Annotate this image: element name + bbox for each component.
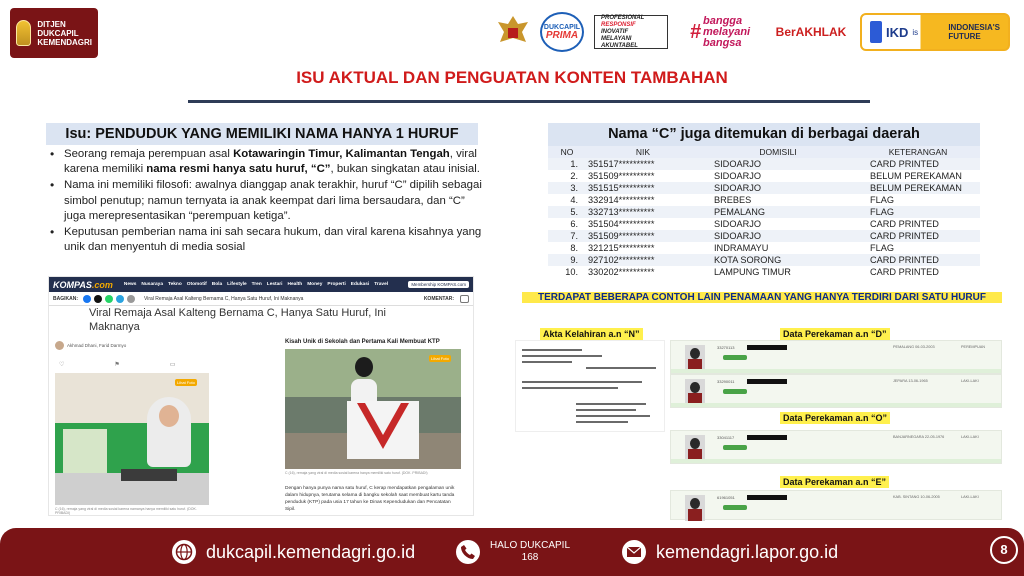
globe-icon bbox=[172, 540, 196, 564]
row-keterangan: FLAG bbox=[870, 243, 894, 253]
value-akuntabel: AKUNTABEL bbox=[601, 42, 638, 49]
row-keterangan: CARD PRINTED bbox=[856, 254, 980, 266]
comments-icon[interactable]: ▭ bbox=[169, 362, 176, 368]
bangga-line3: bangsa bbox=[703, 36, 742, 49]
record-photo bbox=[685, 435, 705, 461]
table-header-row bbox=[548, 146, 980, 158]
website-text: dukcapil.kemendagri.go.id bbox=[206, 541, 416, 562]
link-icon[interactable] bbox=[127, 295, 135, 303]
bangga-line1: bangga bbox=[703, 14, 743, 27]
kompas-nav-lifestyle[interactable]: Lifestyle bbox=[227, 282, 247, 287]
table-row bbox=[548, 254, 980, 266]
row-no: 4. bbox=[570, 195, 578, 205]
share-label: BAGIKAN: bbox=[53, 295, 78, 302]
logo-text bbox=[37, 20, 92, 47]
row-no: 5. bbox=[548, 206, 586, 218]
page-number: 8 bbox=[990, 536, 1018, 564]
record-o: 33041117 BANJARNEGARA 22-05-1976 LAKI-LAKI bbox=[670, 430, 1002, 464]
halo-line1: HALO DUKCAPIL bbox=[490, 540, 571, 551]
row-no: 6. bbox=[570, 219, 578, 229]
kompas-membership-button[interactable]: Membership KOMPAS.com bbox=[408, 281, 469, 288]
partner-logos bbox=[496, 10, 1010, 54]
ikd-is-text: is bbox=[912, 27, 919, 37]
telegram-icon[interactable] bbox=[116, 295, 124, 303]
x-icon[interactable] bbox=[94, 295, 102, 303]
berakhlak-logo bbox=[772, 26, 850, 38]
kompas-body-text: Dengan hanya punya nama satu huruf, C kerap mendapatkan pengalaman unik dalam hidupnya, terutama selama di bangku sekolah saat membuat kartu tanda penduduk (KTP) pada usia 17 tahun ke Dinas Kependudukan dan Pencatatan Sipil. bbox=[285, 486, 455, 512]
value-melayani: MELAYANI bbox=[601, 35, 632, 42]
kompas-nav-otomotif[interactable]: Otomotif bbox=[186, 282, 207, 287]
record-photo bbox=[685, 345, 705, 371]
title-divider bbox=[188, 100, 870, 103]
logo-line3: KEMENDAGRI bbox=[37, 37, 92, 47]
prima-line1: DUKCAPIL bbox=[543, 24, 581, 31]
row-keterangan: CARD PRINTED bbox=[870, 267, 939, 277]
dukcapil-logo bbox=[10, 8, 98, 58]
row-keterangan: BELUM PEREKAMAN bbox=[870, 171, 962, 181]
mail-icon bbox=[622, 540, 646, 564]
row-domisili: PEMALANG bbox=[700, 206, 856, 218]
record-d-2: 33290011 JEPARA 13-06-1965 LAKI-LAKI bbox=[670, 374, 1002, 408]
table-row bbox=[548, 158, 980, 170]
footer-halo[interactable] bbox=[456, 540, 570, 564]
kompas-nav-money[interactable]: Money bbox=[307, 282, 323, 287]
bookmark-icon[interactable]: ⚑ bbox=[114, 362, 120, 368]
value-responsif: RESPONSIF bbox=[601, 21, 636, 28]
table-row bbox=[548, 170, 980, 182]
col-nik: NIK bbox=[586, 146, 700, 158]
kompas-headline[interactable]: Viral Remaja Asal Kalteng Bernama C, Hanya Satu Huruf, Ini Maknanya bbox=[89, 307, 386, 333]
flag-photo bbox=[285, 349, 461, 469]
table-row bbox=[548, 242, 980, 254]
photo-caption-2: C (16), remaja yang viral di media sosial karena hanya memiliki satu huruf. (DOK. PRIBADI) bbox=[285, 471, 428, 475]
kompas-nav-news[interactable]: News bbox=[123, 282, 137, 287]
kompas-nav-travel[interactable]: Travel bbox=[374, 282, 389, 287]
issue-heading: Isu: PENDUDUK YANG MEMILIKI NAMA HANYA 1 HURUF bbox=[46, 123, 478, 145]
c-heading: Nama “C” juga ditemukan di berbagai daerah bbox=[548, 123, 980, 146]
footer-lapor[interactable] bbox=[622, 540, 838, 564]
row-domisili: SIDOARJO bbox=[714, 171, 761, 181]
label-akta-n: Akta Kelahiran a.n “N” bbox=[540, 328, 643, 340]
bangga-line2: melayani bbox=[703, 25, 751, 38]
row-nik: 927102********** bbox=[586, 254, 700, 266]
page-title: ISU AKTUAL DAN PENGUATAN KONTEN TAMBAHAN bbox=[296, 68, 728, 87]
bold-location: Kotawaringin Timur, Kalimantan Tengah bbox=[233, 148, 450, 160]
bullet-3: • Keputusan pemberian nama ini sah secara hukum, dan viral karena kisahnya yang unik dan menyentuh di media sosial bbox=[50, 225, 482, 255]
issue-bullets bbox=[50, 147, 482, 256]
bullet-2: • Nama ini memiliki filosofi: awalnya dianggap anak terakhir, huruf “C” dipilih sebagai simbol penutup; namun ternyata ia anak keempat dari lima bersaudara, dan “C” juga merepresentasikan “perempuan ketiga”. bbox=[50, 178, 482, 224]
logo-line2: DUKCAPIL bbox=[37, 28, 79, 38]
facebook-icon[interactable] bbox=[83, 295, 91, 303]
garuda-emblem-icon bbox=[16, 20, 31, 46]
row-nik: 351509********** bbox=[588, 171, 655, 181]
row-no: 7. bbox=[548, 230, 586, 242]
avatar bbox=[55, 341, 64, 350]
row-no: 9. bbox=[548, 254, 586, 266]
row-domisili: LAMPUNG TIMUR bbox=[714, 267, 791, 277]
row-no: 8. bbox=[570, 243, 578, 253]
bangga-melayani-logo bbox=[678, 16, 762, 49]
halo-line2: 168 bbox=[521, 552, 539, 563]
table-row bbox=[548, 194, 980, 206]
row-keterangan: CARD PRINTED bbox=[870, 219, 939, 229]
whatsapp-icon[interactable] bbox=[105, 295, 113, 303]
kompas-nav-tekno[interactable]: Tekno bbox=[168, 282, 182, 287]
kompas-nav-health[interactable]: Health bbox=[287, 282, 303, 287]
table-row bbox=[548, 230, 980, 242]
row-domisili: SIDOARJO bbox=[714, 219, 761, 229]
row-nik: 332914********** bbox=[588, 195, 655, 205]
ikd-logo bbox=[860, 13, 1010, 51]
ikd-right-line1: INDONESIA'S bbox=[948, 23, 1000, 32]
examples-title: TERDAPAT BEBERAPA CONTOH LAIN PENAMAAN YANG HANYA TERDIRI DARI SATU HURUF bbox=[522, 292, 1002, 303]
nik-table-body bbox=[548, 158, 980, 278]
row-nik: 351517********** bbox=[586, 158, 700, 170]
row-no: 1. bbox=[548, 158, 586, 170]
bold-name: nama resmi hanya satu huruf, “C” bbox=[146, 163, 331, 176]
col-no: NO bbox=[548, 146, 586, 158]
row-domisili: KOTA SORONG bbox=[700, 254, 856, 266]
kompas-side-title: Kisah Unik di Sekolah dan Pertama Kali Membuat KTP bbox=[285, 339, 440, 345]
footer-bar bbox=[0, 528, 1024, 576]
ikd-text: IKD bbox=[886, 24, 909, 40]
kompas-author bbox=[55, 341, 126, 350]
ikd-right-line2: FUTURE bbox=[948, 32, 981, 41]
kompas-nav-properti[interactable]: Properti bbox=[327, 282, 346, 287]
dukcapil-prima-logo bbox=[540, 12, 584, 52]
label-perekaman-e: Data Perekaman a.n “E” bbox=[780, 476, 889, 488]
like-icon[interactable]: ♡ bbox=[59, 362, 65, 368]
phone-icon bbox=[870, 21, 882, 43]
kompas-share-bar bbox=[49, 292, 473, 306]
kompas-action-icons bbox=[59, 361, 175, 368]
hashtag-icon: # bbox=[689, 20, 702, 43]
row-nik: 330202********** bbox=[588, 267, 655, 277]
record-d-1: 33270113 PEMALANG 06-03-2003 PEREMPUAN bbox=[670, 340, 1002, 374]
lapor-text: kemendagri.lapor.go.id bbox=[656, 541, 839, 562]
comment-label: KOMENTAR: bbox=[423, 295, 454, 302]
kompas-nav-bola[interactable]: Bola bbox=[211, 282, 223, 287]
kompas-nav-edukasi[interactable]: Edukasi bbox=[350, 282, 370, 287]
row-domisili: SIDOARJO bbox=[700, 230, 856, 242]
value-inovatif: INOVATIF bbox=[601, 28, 629, 35]
row-nik: 332713********** bbox=[586, 206, 700, 218]
label-perekaman-d: Data Perekaman a.n “D” bbox=[780, 328, 890, 340]
author-names: Akhmad Dhani, Farid Darmyo bbox=[67, 343, 127, 348]
lihat-foto-chip-2[interactable]: Lihat Foto bbox=[431, 356, 449, 361]
profesional-logo bbox=[594, 15, 668, 49]
garuda-pancasila-icon bbox=[496, 14, 530, 50]
row-nik: 351515********** bbox=[586, 182, 700, 194]
row-keterangan: FLAG bbox=[870, 195, 894, 205]
record-photo bbox=[685, 379, 705, 405]
photo-caption-1: C (16), remaja yang viral di media sosial karena namanya hanya memiliki satu huruf. (DOK. PRIBADI) bbox=[55, 507, 197, 515]
row-no: 2. bbox=[570, 171, 578, 181]
row-keterangan: CARD PRINTED bbox=[856, 158, 980, 170]
table-row bbox=[548, 206, 980, 218]
kompas-article-screenshot bbox=[48, 276, 474, 516]
prima-line2: PRIMA bbox=[545, 30, 579, 41]
row-nik: 351504********** bbox=[588, 219, 655, 229]
student-photo bbox=[55, 373, 209, 505]
label-perekaman-o: Data Perekaman a.n “O” bbox=[780, 412, 890, 424]
row-no: 10. bbox=[565, 267, 578, 277]
comment-icon[interactable] bbox=[460, 295, 469, 303]
kompas-logo: KOMPAS.com bbox=[53, 279, 113, 290]
row-keterangan: BELUM PEREKAMAN bbox=[856, 182, 980, 194]
table-row bbox=[548, 182, 980, 194]
row-domisili: BREBES bbox=[714, 195, 752, 205]
nik-table bbox=[548, 146, 980, 278]
kompas-nav-lestari[interactable]: Lestari bbox=[266, 282, 283, 287]
value-profesional: PROFESIONAL bbox=[601, 14, 645, 21]
phone-call-icon bbox=[456, 540, 480, 564]
row-domisili: SIDOARJO bbox=[700, 182, 856, 194]
record-photo bbox=[685, 495, 705, 521]
table-row bbox=[548, 266, 980, 278]
kompas-nav-nusaraya[interactable]: Nusaraya bbox=[141, 282, 163, 287]
col-domisili: DOMISILI bbox=[700, 146, 856, 158]
row-keterangan: CARD PRINTED bbox=[856, 230, 980, 242]
akta-document-image bbox=[515, 340, 665, 432]
footer-website[interactable] bbox=[172, 540, 415, 564]
berakhlak-text: BerAKHLAK bbox=[775, 25, 847, 39]
kompas-navbar bbox=[49, 277, 473, 292]
share-title: Viral Remaja Asal Kalteng Bernama C, Hanya Satu Huruf, Ini Maknanya bbox=[144, 295, 304, 302]
row-domisili: INDRAMAYU bbox=[714, 243, 769, 253]
row-no: 3. bbox=[548, 182, 586, 194]
lihat-foto-chip[interactable]: Lihat Foto bbox=[177, 380, 195, 385]
table-row bbox=[548, 218, 980, 230]
row-keterangan: FLAG bbox=[856, 206, 980, 218]
logo-line1: DITJEN bbox=[37, 19, 66, 29]
record-e: 61961051 KAB. SINTANG 10-06-2005 LAKI-LAKI bbox=[670, 490, 1002, 520]
kompas-nav-tren[interactable]: Tren bbox=[251, 282, 262, 287]
row-domisili: SIDOARJO bbox=[700, 158, 856, 170]
row-nik: 321215********** bbox=[588, 243, 655, 253]
row-nik: 351509********** bbox=[586, 230, 700, 242]
bullet-1: • Seorang remaja perempuan asal Kotawaringin Timur, Kalimantan Tengah, viral karena memiliki nama resmi hanya satu huruf, “C”, bukan singkatan atau inisial. bbox=[50, 147, 482, 177]
col-keterangan: KETERANGAN bbox=[856, 146, 980, 158]
